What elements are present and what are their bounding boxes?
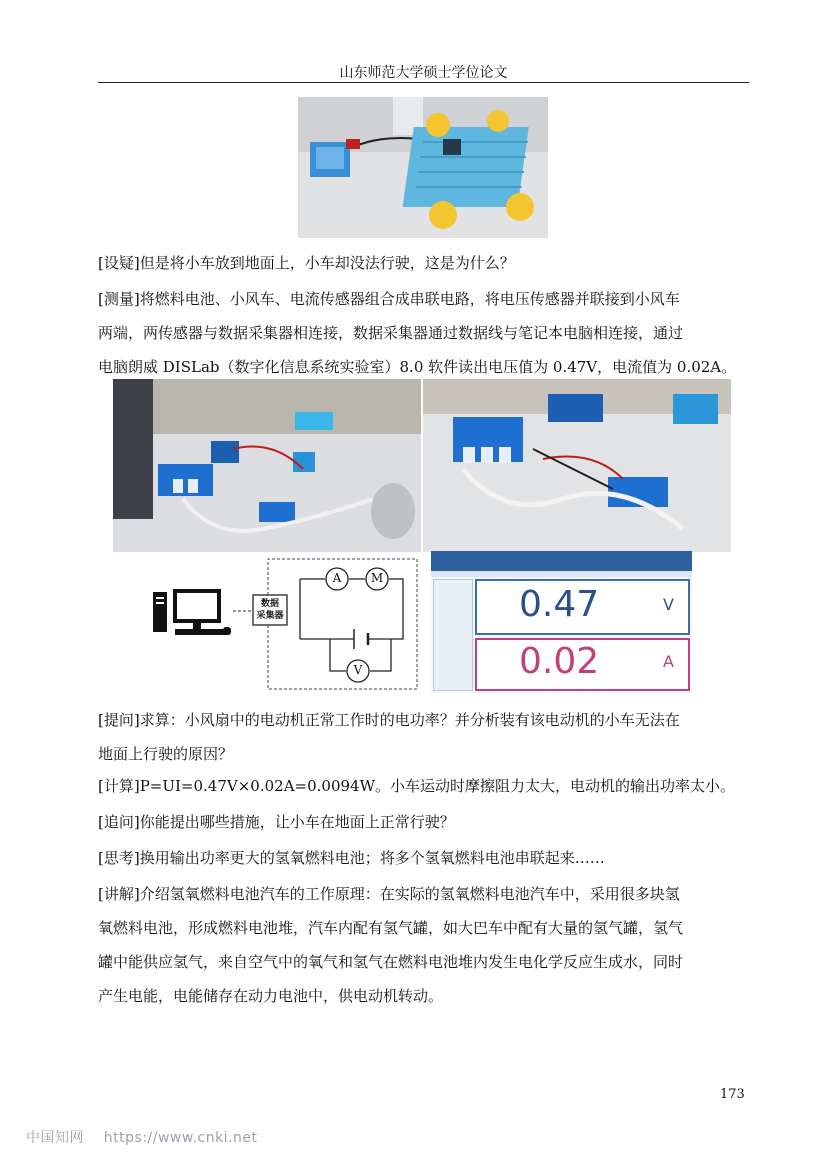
voltage-unit: V <box>663 595 674 614</box>
header-rule <box>98 82 749 83</box>
paragraph-7 <box>98 877 749 1013</box>
text-line: [提问]求算：小风扇中的电动机正常工作时的电功率？并分析装有该电动机的小车无法在 <box>98 711 680 729</box>
running-header: 山东师范大学硕士学位论文 <box>339 65 508 81</box>
paragraph-1 <box>98 246 749 280</box>
voltage-value: 0.47 <box>519 584 600 625</box>
page-number: 173 <box>720 1087 745 1102</box>
photo-toy-car <box>298 97 548 238</box>
current-value: 0.02 <box>519 641 600 682</box>
software-toolbar <box>431 551 692 571</box>
text-line: 氧燃料电池，形成燃料电池堆，汽车内配有氢气罐，如大巴车中配有大量的氢气罐，氢气 <box>98 919 684 937</box>
text-line: [计算]P=UI=0.47V×0.02A=0.0094W。小车运动时摩擦阻力太大，电动机的输出功率太小。 <box>98 777 736 795</box>
paragraph-6 <box>98 841 749 875</box>
text-line: [测量]将燃料电池、小风车、电流传感器组合成串联电路，将电压传感器并联接到小风车 <box>98 290 680 308</box>
collector-label-line: 数据 <box>260 599 279 609</box>
software-sidebar <box>433 579 473 691</box>
text-line: [追问]你能提出哪些措施，让小车在地面上正常行驶？ <box>98 813 455 831</box>
text-line: [讲解]介绍氢氧燃料电池汽车的工作原理：在实际的氢氧燃料电池汽车中，采用很多块氢 <box>98 885 680 903</box>
computer-icon <box>153 589 231 635</box>
ammeter-symbol: A <box>332 571 342 585</box>
voltmeter-symbol: V <box>353 663 363 677</box>
text-line: 罐中能供应氢气，来自空气中的氧气和氢气在燃料电池堆内发生电化学反应生成水，同时 <box>98 953 684 971</box>
paragraph-2 <box>98 282 749 384</box>
text-line: 两端，两传感器与数据采集器相连接，数据采集器通过数据线与笔记本电脑相连接，通过 <box>98 324 684 342</box>
dislab-software-screenshot <box>431 551 692 693</box>
photo-lab-setup-right <box>423 379 731 552</box>
current-panel <box>475 638 690 691</box>
current-unit: A <box>663 652 674 671</box>
text-line: 地面上行驶的原因？ <box>98 745 234 763</box>
text-line: [设疑]但是将小车放到地面上，小车却没法行驶，这是为什么？ <box>98 254 515 272</box>
voltage-panel <box>475 579 690 635</box>
collector-label-line: 采集器 <box>256 611 284 621</box>
text-line: [思考]换用输出功率更大的氢氧燃料电池；将多个氢氧燃料电池串联起来…… <box>98 849 605 867</box>
paragraph-3 <box>98 703 749 771</box>
cnki-watermark: 中国知网 https://www.cnki.net <box>26 1130 258 1146</box>
text-line: 电脑朗威 DISLab（数字化信息系统实验室）8.0 软件读出电压值为 0.47V，电流值为 0.02A。 <box>98 358 737 376</box>
software-subbar <box>431 571 692 577</box>
paragraph-4 <box>98 769 749 803</box>
photo-lab-setup-left <box>113 379 421 552</box>
motor-symbol: M <box>370 571 384 585</box>
data-collector-label <box>253 598 287 622</box>
paragraph-5 <box>98 805 749 839</box>
text-line: 产生电能，电能储存在动力电池中，供电动机转动。 <box>98 987 444 1005</box>
circuit-diagram <box>153 557 425 691</box>
